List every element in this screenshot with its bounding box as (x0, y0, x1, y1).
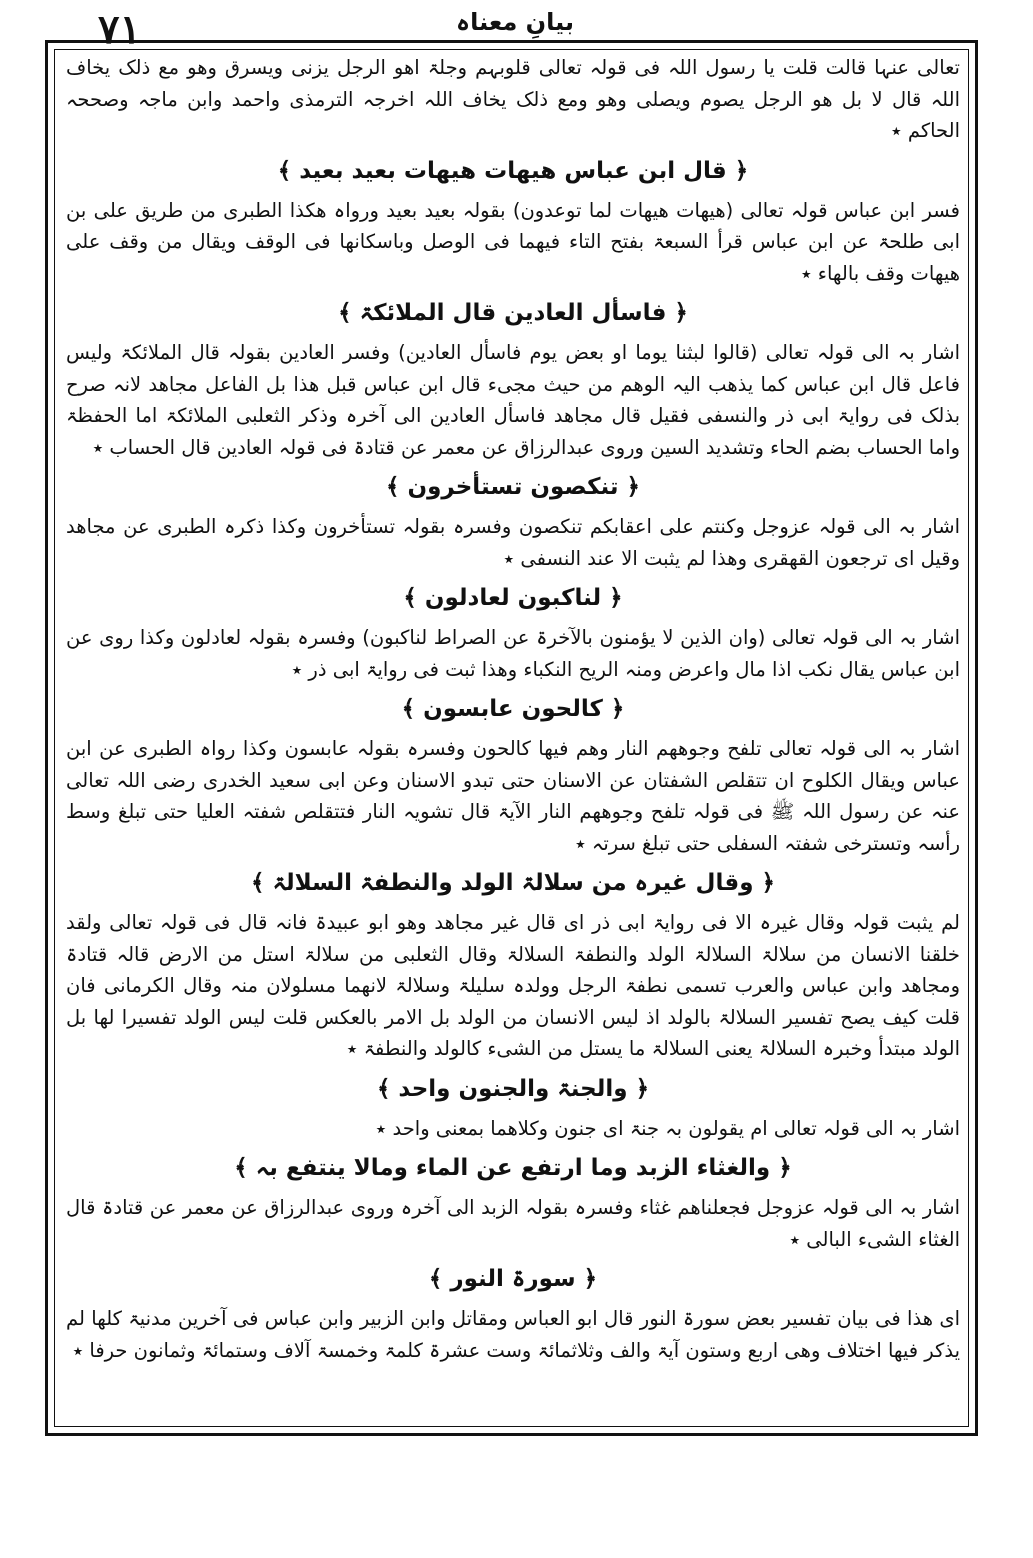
paragraph: اشار بہ الی قولہ عزوجل فجعلناھم غثاء وفسرہ بقولہ الزبد الی آخرہ وروی عبدالرزاق عن معمر عن قتادۃ قال الغثاء الشیء البالی ٭ (66, 1196, 960, 1251)
page-number: ٧١ (98, 6, 141, 53)
paragraph: فسر ابن عباس قولہ تعالی (ھیھات ھیھات لما توعدون) بقولہ بعید بعید ورواہ ھکذا الطبری من طریق علی بن ابی طلحۃ عن ابن عباس قرأ السبعۃ بفتح التاء فیھما فی الوصل وباسکانھا فی الوقف ویقال من وقف علی ھیھات وقف بالھاء ٭ (66, 198, 960, 285)
section-heading: ﴿ فاسأل العادین قال الملائکۃ ﴾ (338, 300, 688, 326)
section-heading: ﴿ وقال غیرہ من سلالۃ الولد والنطفۃ السلالۃ ﴾ (251, 870, 775, 896)
paragraph: اشار بہ الی قولہ تعالی (قالوا لبثنا یوما او بعض یوم فاسأل العادین) وفسر العادین بقولہ قال الملائکۃ ولیس فاعل قال ابن عباس کما یذھب الیہ الوھم من حیث مجیء قال ابن عباس قبل ھذا بل الفاعل مجاھد لانہ صرح بذلک فی روایۃ ابی ذر والنسفی فقیل قال مجاھد فاسأل العادین الی آخرہ وذکر الثعلبی الملائکۃ اما الحفظۃ واما الحساب بضم الحاء وتشدید السین وروی عبدالرزاق عن معمر عن قتادۃ فی قولہ العادین قال الحساب ٭ (66, 341, 960, 459)
paragraph: ای ھذا فی بیان تفسیر بعض سورۃ النور قال ابو العباس ومقاتل وابن الزبیر وابن عباس فی آخرین مدنیۃ کلھا لم یذکر فیھا اختلاف وھی اربع وستون آیۃ والف وثلاثمائۃ وست عشرۃ کلمۃ وخمسۃ آلاف وستمائۃ وثمانون حرفا ٭ (66, 1307, 960, 1362)
section-heading: ﴿ تنکصون تستأخرون ﴾ (386, 474, 640, 500)
page-content (66, 52, 960, 1366)
section-heading: ﴿ والغثاء الزبد وما ارتفع عن الماء ومالا ینتفع بہ ﴾ (234, 1155, 792, 1181)
section-heading: ﴿ والجنۃ والجنون واحد ﴾ (376, 1075, 650, 1102)
paragraph: اشار بہ الی قولہ تعالی تلفح وجوھھم النار وھم فیھا کالحون وفسرہ بقولہ عابسون وکذا رواہ الطبری عن ابن عباس ویقال الکلوح ان تتقلص الشفتان عن الاسنان حتی تبدو الاسنان وعن ابی سعید الخدری رضی اللہ تعالی عنہ عن رسول اللہ ﷺ فی قولہ تلفح وجوھھم النار الآیۃ قال تشویہ النار فتتقلص شفتہ العلیا حتی تبلغ وسط رأسہ وتسترخی شفتہ السفلی حتی تبلغ سرتہ ٭ (66, 737, 960, 855)
paragraph: تعالی عنہا قالت قلت یا رسول اللہ فی قولہ تعالی قلوبہم وجلۃ اھو الرجل یزنی ویسرق وھو مع ذلک یخاف اللہ قال لا بل ھو الرجل یصوم ویصلی وھو ومع ذلک یخاف اللہ اخرجہ الترمذی واحمد وابن ماجہ وصححہ الحاکم ٭ (66, 56, 960, 142)
section-heading: ﴿ سورۃ النور ﴾ (428, 1266, 598, 1292)
running-title: بیانِ معناہ (456, 8, 574, 36)
section-heading: ﴿ لناکبون لعادلون ﴾ (403, 585, 623, 611)
paragraph: اشار بہ الی قولہ تعالی (وان الذین لا یؤمنون بالآخرۃ عن الصراط لناکبون) وفسرہ بقولہ لعادلون وکذا روی عن ابن عباس یقال نکب اذا مال واعرض ومنہ الریح النکباء وھذا ثبت فی روایۃ ابی ذر ٭ (66, 626, 960, 681)
paragraph: اشار بہ الی قولہ تعالی ام یقولون بہ جنۃ ای جنون وکلاھما بمعنی واحد ٭ (375, 1116, 960, 1140)
section-heading: ﴿ قال ابن عباس ھیھات ھیھات بعید بعید ﴾ (277, 157, 749, 184)
section-heading: ﴿ کالحون عابسون ﴾ (401, 696, 625, 722)
paragraph: اشار بہ الی قولہ عزوجل وکنتم علی اعقابکم تنکصون وفسرہ بقولہ تستأخرون وکذا ذکرہ الطبری عن مجاھد وقیل ای ترجعون القھقری وھذا لم یثبت الا عند النسفی ٭ (66, 515, 960, 570)
paragraph: لم یثبت قولہ وقال غیرہ الا فی روایۃ ابی ذر ای قال غیر مجاھد وھو ابو عبیدۃ فانہ قال فی قولہ تعالی ولقد خلقنا الانسان من سلالۃ السلالۃ الولد والنطفۃ السلالۃ وقال الثعلبی من سلالۃ استل من الارض قالہ قتادۃ ومجاھد وابن عباس والعرب تسمی نطفۃ الرجل وولدہ سلیلۃ وسلالۃ لانھما مسلولان منہ وقال الکرمانی فان قلت کیف یصح تفسیر السلالۃ بالولد اذ لیس الانسان من الولد بل الامر بالعکس قلت لیس الولد تفسیرا لھا بل الولد مبتدأ وخبرہ السلالۃ یعنی السلالۃ ما یستل من الشیء کالولد والنطفۃ ٭ (66, 911, 960, 1060)
